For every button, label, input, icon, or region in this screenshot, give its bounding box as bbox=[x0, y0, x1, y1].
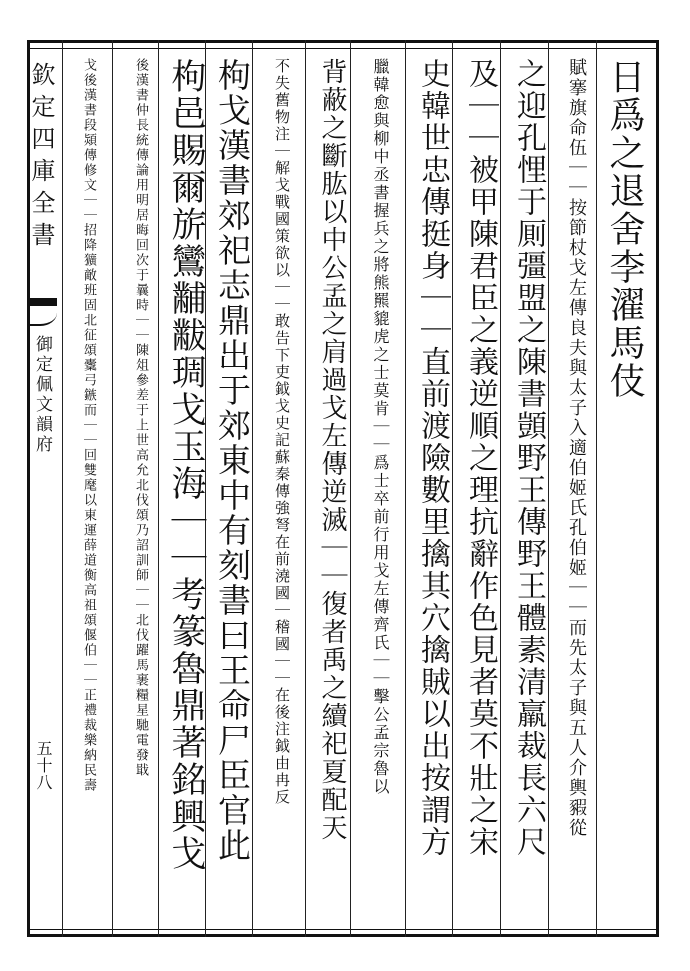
fish-tail-mark-icon bbox=[29, 298, 57, 326]
column-rule bbox=[62, 40, 63, 937]
column-rule bbox=[596, 40, 597, 937]
text-column-10: 枸邑賜爾旂鸞黼黻琱戈玉海｜｜考篆魯鼎著銘興戈 bbox=[166, 58, 206, 872]
text-column-11: 後漢書仲長統傳論用明居晦回次于曩時｜｜陳俎參差于上世高允北伐頌乃詔訓師｜｜北伐躍馬裹糧星馳電發戢 bbox=[133, 58, 148, 778]
text-column-3: 之迎孔悝于厠彊盟之陳書顗野王傳野王體素清羸裁長六尺 bbox=[511, 58, 546, 858]
column-rule bbox=[252, 40, 253, 937]
margin-header: 欽定四庫全書 bbox=[27, 62, 55, 254]
column-rule bbox=[305, 40, 306, 937]
text-column-5: 史韓世忠傳挺身｜｜直前渡險數里擒其穴擒賊以出按謂方 bbox=[415, 58, 450, 858]
text-column-6: 臘韓愈與柳中丞書握兵之將熊羆貔虎之士莫肯｜｜爲士卒前行用戈左傳齊氏｜｜擊公孟宗魯以 bbox=[371, 58, 390, 796]
column-rule bbox=[452, 40, 453, 937]
bottom-inner-rule bbox=[27, 929, 659, 930]
text-column-1: 日爲之退舍李濯馬伎 bbox=[604, 58, 645, 400]
column-rule bbox=[112, 40, 113, 937]
column-rule bbox=[548, 40, 549, 937]
text-column-2: 賦搴旗命伍｜｜按節杖戈左傳良夫與太子入適伯姬氏孔伯姬｜｜而先太子與五人介輿豭從 bbox=[566, 58, 587, 838]
text-column-12: 戈後漢書段熲傳修文｜｜招降獷敵班固北征頌櫜弓鏃而｜｜回雙麾以東運薛道衡高祖頌偃伯｜｜正禮裁樂納民壽 bbox=[81, 58, 96, 793]
column-rule bbox=[500, 40, 501, 937]
column-rule bbox=[405, 40, 406, 937]
margin-book-title: 御定佩文韻府 bbox=[32, 335, 52, 455]
top-inner-rule bbox=[27, 48, 659, 49]
text-column-8: 不失舊物注｜解戈戰國策欲以｜｜敢告下吏鉞戈史記蘇秦傳強弩在前澆國｜稽國｜｜在後注鉞由冉反 bbox=[273, 58, 291, 806]
margin-page-number: 五十八 bbox=[34, 740, 53, 791]
text-column-9: 枸戈漢書郊祀志鼎出于郊東中有刻書曰王命尸臣官此 bbox=[213, 58, 252, 863]
text-column-4: 及｜｜被甲陳君臣之義逆順之理抗辭作色見者莫不壯之宋 bbox=[463, 58, 498, 858]
text-column-7: 背蔽之斷肱以中公孟之肩過戈左傳逆滅｜｜復者禹之續祀夏配天 bbox=[317, 58, 347, 842]
